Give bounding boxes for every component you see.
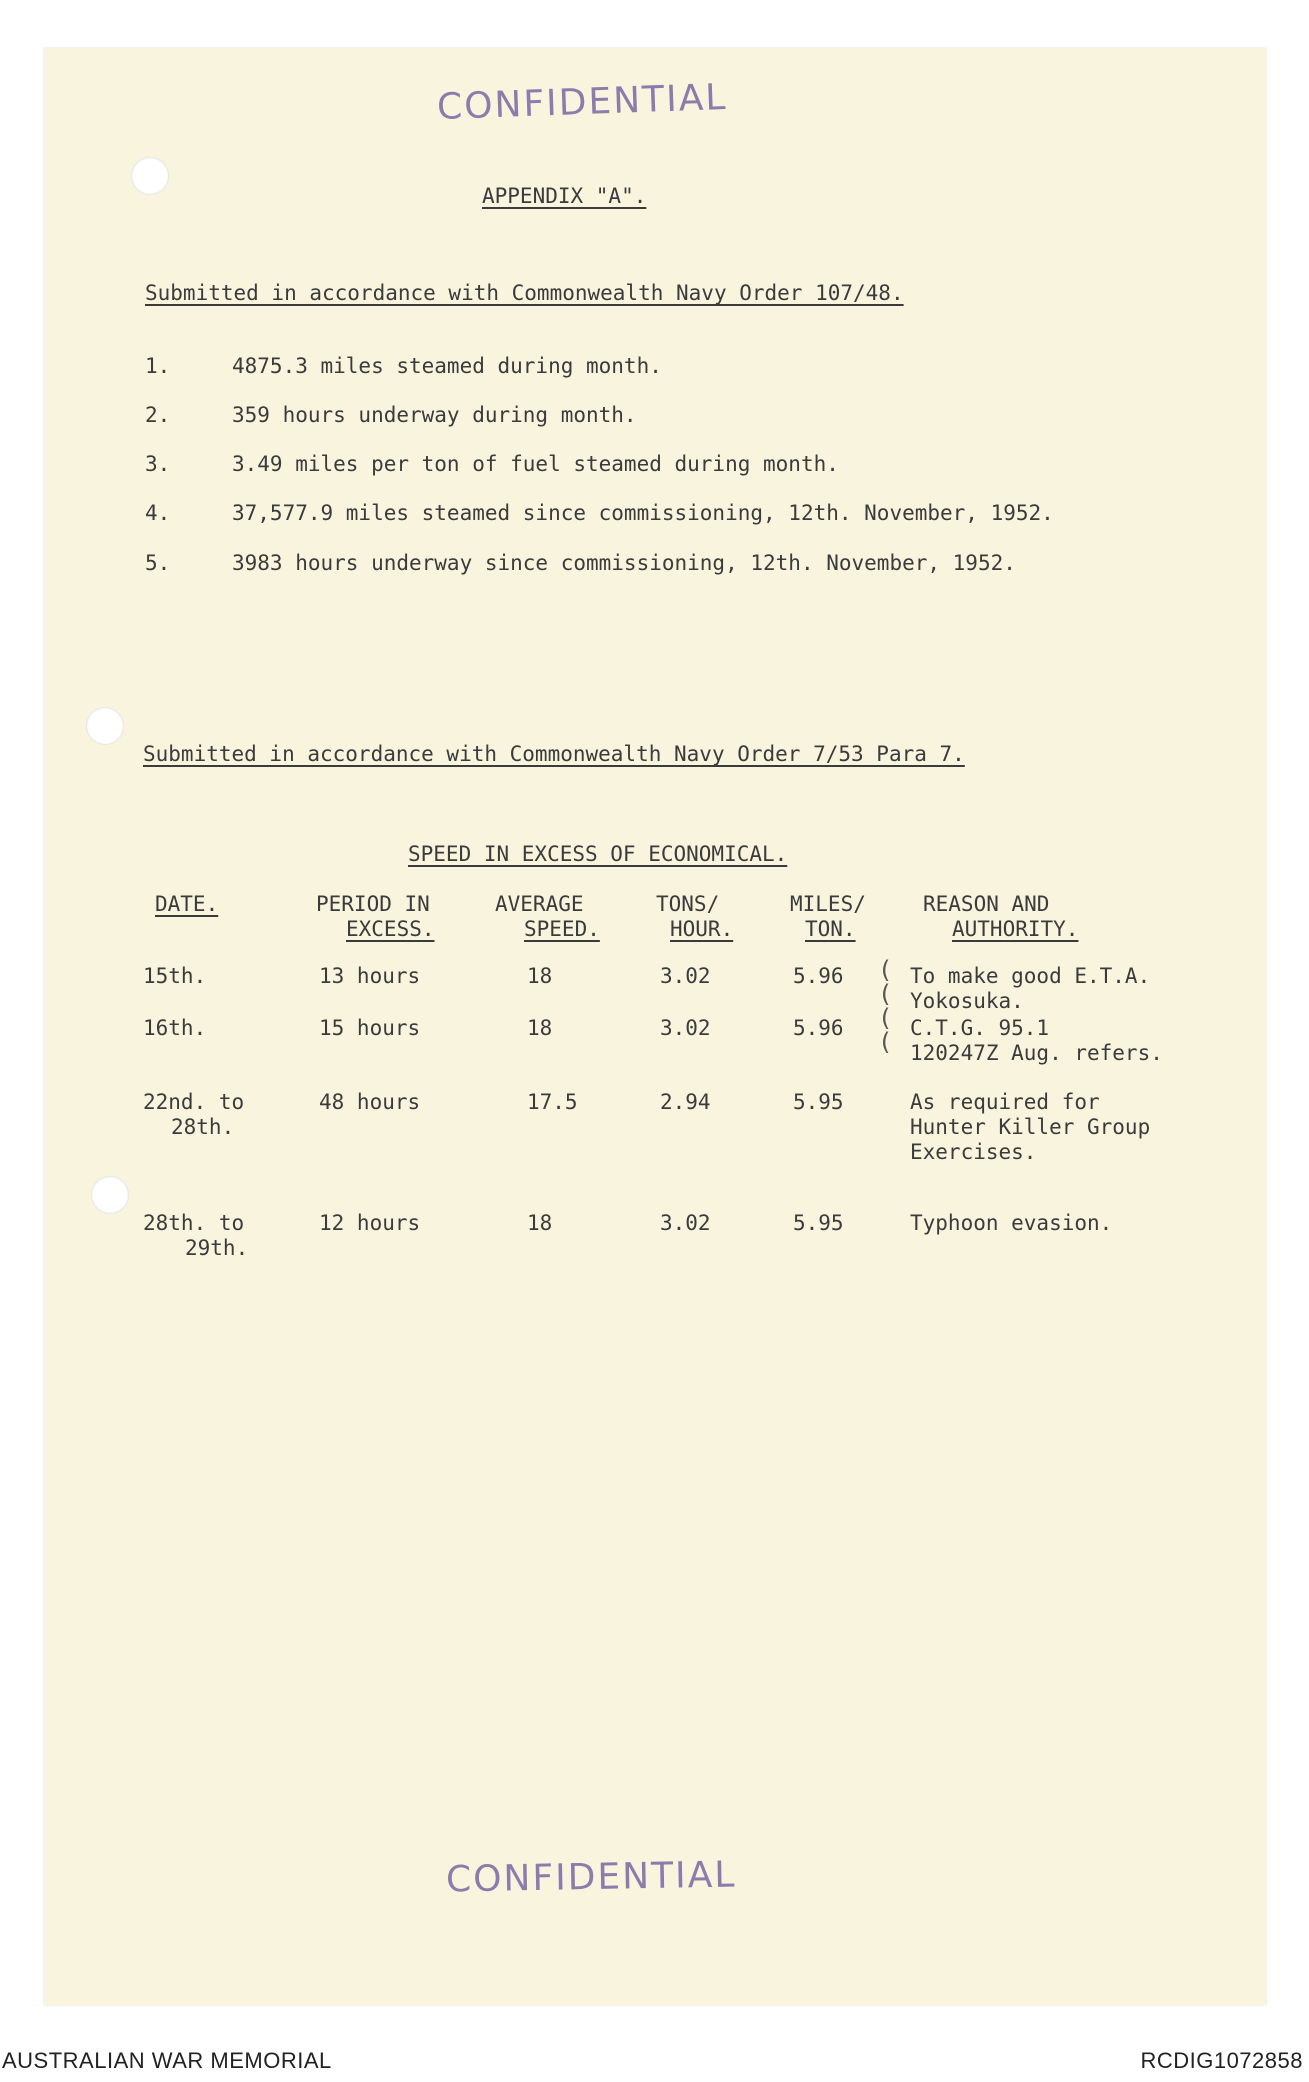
list-item-text: 37,577.9 miles steamed since commissioning, 12th. November, 1952. [232, 501, 1054, 525]
table-cell-reason: Hunter Killer Group [910, 1115, 1151, 1139]
table-cell-date: 15th. [143, 964, 207, 988]
table-cell-reason: 120247Z Aug. refers. [910, 1041, 1163, 1065]
column-header-tons-hour: TONS/ [656, 892, 720, 916]
list-item-text: 3.49 miles per ton of fuel steamed during month. [232, 452, 839, 476]
list-item-text: 3983 hours underway since commissioning, 12th. November, 1952. [232, 551, 1016, 575]
table-cell-tons: 3.02 [660, 964, 711, 988]
table-cell-speed: 18 [527, 1211, 553, 1235]
table-cell-tons: 2.94 [660, 1090, 711, 1114]
section1-heading: Submitted in accordance with Commonwealth Navy Order 107/48. [145, 281, 904, 305]
table-cell-miles: 5.95 [793, 1090, 844, 1114]
column-header-miles-ton: TON. [805, 917, 856, 941]
table-cell-reason: Exercises. [910, 1140, 1037, 1164]
confidential-stamp-top: CONFIDENTIAL [436, 76, 729, 129]
table-cell-tons: 3.02 [660, 1016, 711, 1040]
table-cell-period: 12 hours [319, 1211, 421, 1235]
table-cell-reason: Typhoon evasion. [910, 1211, 1113, 1235]
list-item-number: 1. [145, 354, 171, 378]
table-cell-reason: To make good E.T.A. [910, 964, 1151, 988]
brace-bracket: ( ( ( ( [878, 956, 893, 1056]
table-cell-reason: Yokosuka. [910, 989, 1024, 1013]
column-header-reason: REASON AND [923, 892, 1050, 916]
punch-hole-middle [86, 707, 124, 745]
punch-hole-top [131, 157, 169, 195]
column-header-average-speed: SPEED. [524, 917, 600, 941]
table-cell-reason: C.T.G. 95.1 [910, 1016, 1050, 1040]
table-cell-date: 16th. [143, 1016, 207, 1040]
table-cell-period: 15 hours [319, 1016, 421, 1040]
table-cell-speed: 18 [527, 964, 553, 988]
footer-reference-id: RCDIG1072858 [1140, 2048, 1303, 2073]
page-title: APPENDIX "A". [482, 184, 647, 208]
column-header-period: PERIOD IN [316, 892, 430, 916]
table-cell-period: 48 hours [319, 1090, 421, 1114]
column-header-miles-ton: MILES/ [790, 892, 866, 916]
table-cell-reason: As required for [910, 1090, 1100, 1114]
table-cell-miles: 5.96 [793, 1016, 844, 1040]
list-item-number: 4. [145, 501, 171, 525]
column-header-reason: AUTHORITY. [952, 917, 1079, 941]
table-title: SPEED IN EXCESS OF ECONOMICAL. [408, 842, 788, 866]
table-cell-date: 29th. [185, 1236, 249, 1260]
list-item-number: 3. [145, 452, 171, 476]
table-cell-tons: 3.02 [660, 1211, 711, 1235]
table-cell-speed: 18 [527, 1016, 553, 1040]
list-item-text: 359 hours underway during month. [232, 403, 637, 427]
list-item-number: 5. [145, 551, 171, 575]
list-item-number: 2. [145, 403, 171, 427]
list-item-text: 4875.3 miles steamed during month. [232, 354, 662, 378]
punch-hole-bottom [91, 1176, 129, 1214]
document-page [44, 48, 1266, 2005]
table-cell-miles: 5.96 [793, 964, 844, 988]
table-cell-date: 28th. to [143, 1211, 245, 1235]
table-cell-period: 13 hours [319, 964, 421, 988]
column-header-period: EXCESS. [346, 917, 435, 941]
table-cell-speed: 17.5 [527, 1090, 578, 1114]
column-header-average-speed: AVERAGE [495, 892, 584, 916]
column-header-tons-hour: HOUR. [670, 917, 734, 941]
table-cell-date: 28th. [171, 1115, 235, 1139]
table-cell-miles: 5.95 [793, 1211, 844, 1235]
table-cell-date: 22nd. to [143, 1090, 245, 1114]
confidential-stamp-bottom: CONFIDENTIAL [445, 1854, 737, 1901]
section2-heading: Submitted in accordance with Commonwealth Navy Order 7/53 Para 7. [143, 742, 965, 766]
column-header-date: DATE. [155, 892, 219, 916]
footer-source: AUSTRALIAN WAR MEMORIAL [2, 2048, 332, 2073]
